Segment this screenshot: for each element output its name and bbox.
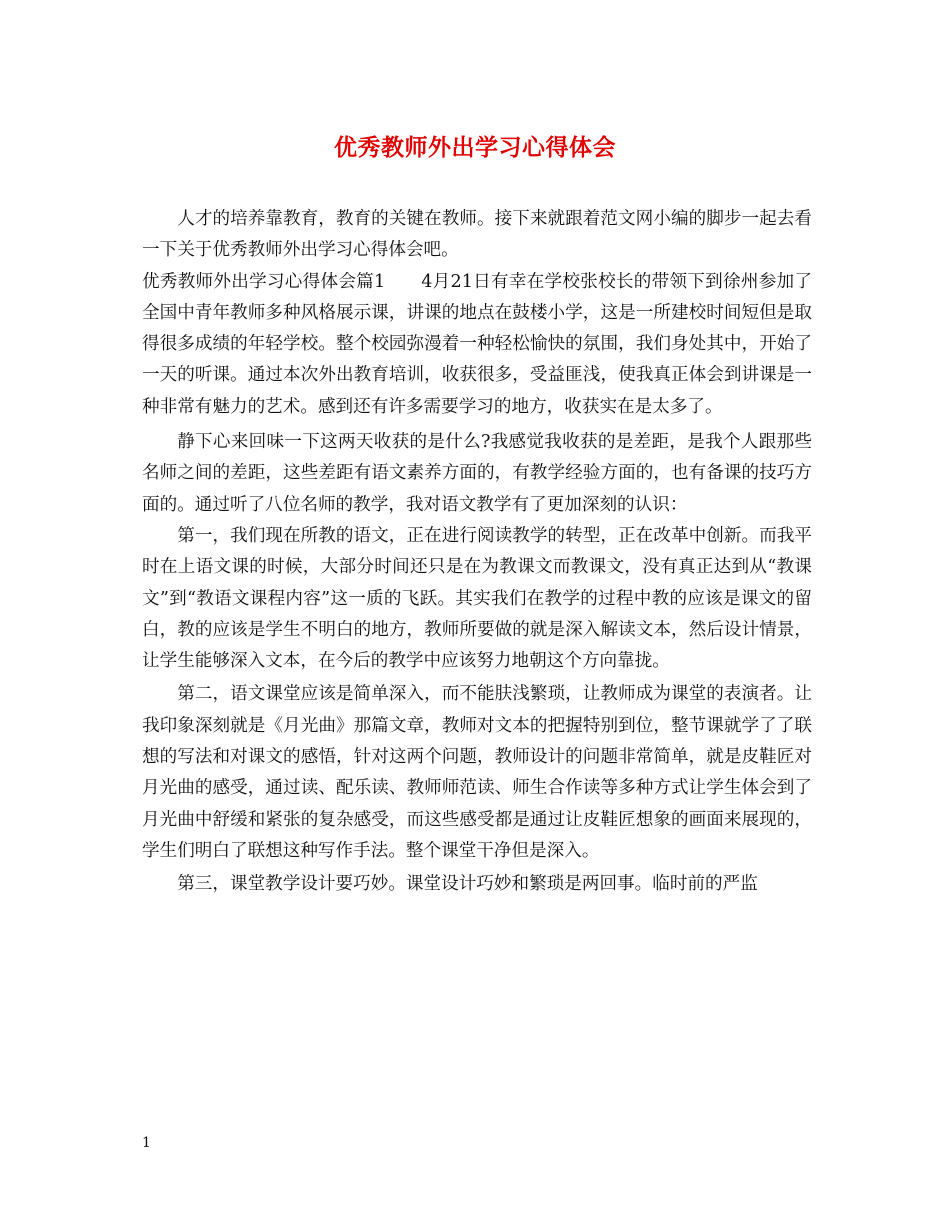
section-1-heading: 优秀教师外出学习心得体会篇1: [142, 271, 386, 292]
section-1-body: 4月21日有幸在学校张校长的带领下到徐州参加了全国中青年教师多种风格展示课，讲课的地点在鼓楼小学，这是一所建校时间短但是取得很多成绩的年轻学校。整个校园弥漫着一种轻松愉快的氛围，我们身处其中，开始了一天的听课。通过本次外出教育培训，收获很多，受益匪浅，使我真正体会到讲课是一种非常有魅力的艺术。感到还有许多需要学习的地方，收获实在是太多了。: [142, 271, 812, 417]
point-2-paragraph: 第二，语文课堂应该是简单深入，而不能肤浅繁琐，让教师成为课堂的表演者。让我印象深刻就是《月光曲》那篇文章，教师对文本的把握特别到位，整节课就学了了联想的写法和对课文的感悟，针对这两个问题，教师设计的问题非常简单，就是皮鞋匠对月光曲的感受，通过读、配乐读、教师师范读、师生合作读等多种方式让学生体会到了月光曲中舒缓和紧张的复杂感受，而这些感受都是通过让皮鞋匠想象的画面来展现的，学生们明白了联想这种写作手法。整个课堂干净但是深入。: [142, 684, 812, 861]
point-3-paragraph: 第三，课堂教学设计要巧妙。课堂设计巧妙和繁琐是两回事。临时前的严监: [177, 874, 758, 895]
page-number: 1: [142, 1135, 151, 1151]
point-1-paragraph: 第一，我们现在所教的语文，正在进行阅读教学的转型，正在改革中创新。而我平时在上语文课的时候，大部分时间还只是在为教课文而教课文，没有真正达到从“教课文”到“教语文课程内容”这一质的飞跃。其实我们在教学的过程中教的应该是课文的留白，教的应该是学生不明白的地方，教师所要做的就是深入解读文本，然后设计情景，让学生能够深入文本，在今后的教学中应该努力地朝这个方向靠拢。: [142, 525, 812, 672]
intro-paragraph: 人才的培养靠教育，教育的关键在教师。接下来就跟着范文网小编的脚步一起去看一下关于优秀教师外出学习心得体会吧。: [142, 209, 812, 261]
section-1-paragraph: [142, 267, 812, 423]
document-title: 优秀教师外出学习心得体会: [334, 134, 616, 161]
reflection-paragraph: 静下心来回味一下这两天收获的是什么?我感觉我收获的是差距，是我个人跟那些名师之间的差距，这些差距有语文素养方面的，有教学经验方面的，也有备课的技巧方面的。通过听了八位名师的教学，我对语文教学有了更加深刻的认识：: [142, 432, 812, 515]
document-body: [142, 204, 812, 901]
